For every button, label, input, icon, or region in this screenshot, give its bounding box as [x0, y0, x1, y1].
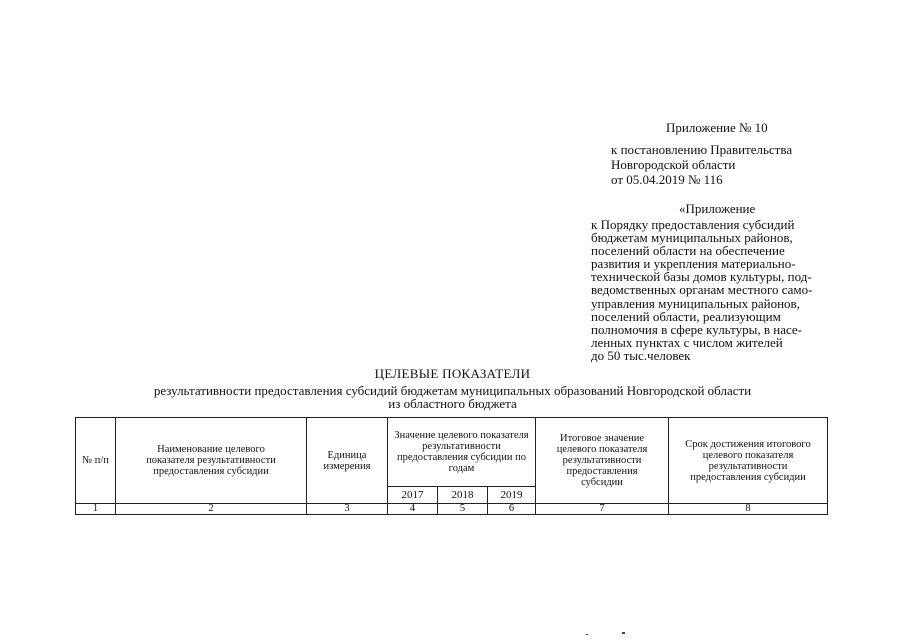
- scan-speck: [622, 632, 625, 634]
- inner-appendix-title: «Приложение: [679, 201, 756, 216]
- table-header-row: [76, 418, 828, 487]
- header-deadline: Срок достижения итогового целевого показателя результативности предоставления субсидии: [669, 418, 828, 504]
- appendix-ref-line: к постановлению Правительства: [611, 142, 793, 157]
- column-number: 7: [536, 504, 669, 515]
- scan-speck: [586, 634, 588, 635]
- column-number: 1: [76, 504, 116, 515]
- header-num: № п/п: [76, 418, 116, 504]
- appendix-reference: [611, 142, 792, 187]
- column-number: 4: [388, 504, 438, 515]
- header-year: 2018: [438, 487, 488, 504]
- appendix-ref-line: от 05.04.2019 № 116: [611, 172, 723, 187]
- appendix-ref-line: Новгородской области: [611, 157, 736, 172]
- header-final-value: Итоговое значение целевого показателя результативности предоставления субсидии: [536, 418, 669, 504]
- document-subtitle-line1: результативности предоставления субсидий бюджетам муниципальных образований Новгородской области: [153, 383, 752, 398]
- inner-appendix-line: управления муниципальных районов,: [591, 295, 800, 311]
- inner-appendix-text: [591, 218, 812, 362]
- header-indicator-name: Наименование целевого показателя результативности предоставления субсидии: [116, 418, 307, 504]
- inner-appendix-line: ведомственных органам местного само-: [591, 282, 813, 298]
- document-heading: ЦЕЛЕВЫЕ ПОКАЗАТЕЛИ: [374, 366, 531, 381]
- indicators-table: [75, 417, 828, 515]
- appendix-title: Приложение № 10: [666, 120, 768, 135]
- inner-appendix-line: поселений области, реализующим: [591, 308, 781, 324]
- indicators-table-wrapper: [75, 417, 828, 515]
- inner-appendix-line: технической базы домов культуры, под-: [591, 269, 812, 285]
- inner-appendix-line: до 50 тыс.человек: [591, 347, 691, 363]
- header-year: 2019: [488, 487, 536, 504]
- column-number: 5: [438, 504, 488, 515]
- column-number-row: [76, 504, 828, 515]
- document-subtitle-line2: из областного бюджета: [388, 396, 517, 411]
- header-unit: Единица измерения: [307, 418, 388, 504]
- header-year: 2017: [388, 487, 438, 504]
- column-number: 8: [669, 504, 828, 515]
- inner-appendix-line: ленных пунктах с числом жителей: [591, 334, 783, 350]
- inner-appendix-line: полномочия в сфере культуры, в насе-: [591, 321, 802, 337]
- inner-appendix-line: бюджетам муниципальных районов,: [591, 230, 793, 246]
- column-number: 3: [307, 504, 388, 515]
- inner-appendix-line: развития и укрепления материально-: [591, 256, 796, 272]
- header-value-by-year: Значение целевого показателя результативности предоставления субсидии по годам: [388, 418, 536, 487]
- inner-appendix-line: к Порядку предоставления субсидий: [591, 217, 795, 232]
- column-number: 2: [116, 504, 307, 515]
- inner-appendix-line: поселений области на обеспечение: [591, 243, 785, 259]
- column-number: 6: [488, 504, 536, 515]
